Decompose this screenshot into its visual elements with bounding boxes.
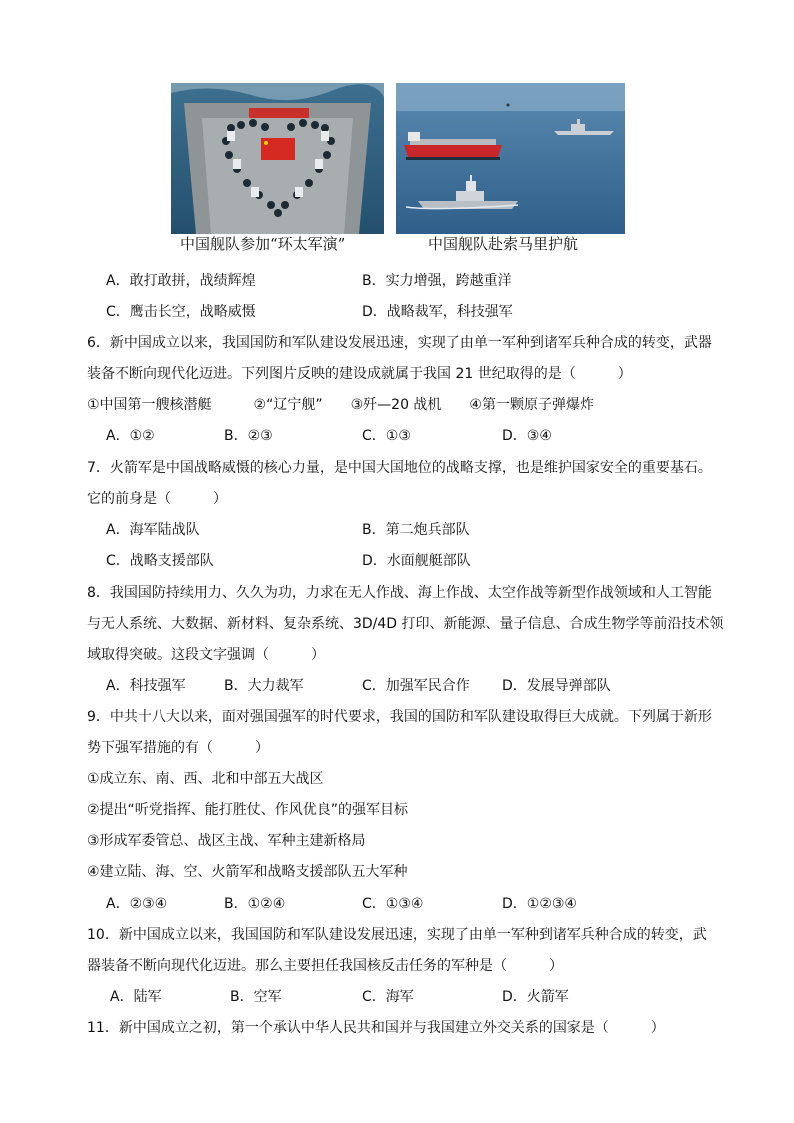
q8-stem-line3: 域取得突破。这段文字强调（ ） — [87, 647, 325, 663]
q5-option-b[interactable]: B．实力增强，跨越重洋 — [362, 273, 512, 289]
q10-option-d[interactable]: D．火箭军 — [502, 989, 569, 1005]
q11-stem-line1: 11．新中国成立之初，第一个承认中华人民共和国并与我国建立外交关系的国家是（ ） — [87, 1020, 665, 1036]
left-photo-caption: 中国舰队参加“环太军演” — [180, 235, 346, 253]
q9-statement-4: ④建立陆、海、空、火箭军和战略支援部队五大军种 — [87, 864, 408, 880]
q10-option-b[interactable]: B．空军 — [230, 989, 282, 1005]
q7-option-b[interactable]: B．第二炮兵部队 — [362, 522, 470, 538]
q9-option-c[interactable]: C．①③④ — [362, 896, 424, 912]
q9-stem-line1: 9．中共十八大以来，面对强国强军的时代要求，我国的国防和军队建设取得巨大成就。下列属于新形 — [87, 709, 712, 725]
q7-stem-line2: 它的前身是（ ） — [87, 491, 227, 507]
q6-stem-line1: 6．新中国成立以来，我国国防和军队建设发展迅速，实现了由单一军种到诸军兵种合成的转变，武器 — [87, 335, 712, 351]
q7-option-a[interactable]: A．海军陆战队 — [106, 522, 200, 538]
ships-at-sea-icon — [396, 83, 625, 234]
q8-stem-line2: 与无人系统、大数据、新材料、复杂系统、3D/4D 打印、新能源、量子信息、合成生物学等前沿技术领 — [87, 616, 724, 632]
q7-option-c[interactable]: C．战略支援部队 — [106, 553, 214, 569]
q8-option-b[interactable]: B．大力裁军 — [224, 678, 304, 694]
q6-option-d[interactable]: D．③④ — [502, 428, 552, 444]
q8-option-d[interactable]: D．发展导弹部队 — [502, 678, 611, 694]
q9-stem-line2: 势下强军措施的有（ ） — [87, 740, 269, 756]
q9-option-b[interactable]: B．①②④ — [224, 896, 286, 912]
ships-at-sea-photo — [396, 83, 625, 234]
q9-option-d[interactable]: D．①②③④ — [502, 896, 577, 912]
q10-stem-line1: 10．新中国成立以来，我国国防和军队建设发展迅速，实现了由单一军种到诸军兵种合成的转变，武 — [87, 927, 707, 943]
q6-option-c[interactable]: C．①③ — [362, 428, 411, 444]
ship-deck-formation-photo — [171, 83, 384, 234]
q9-statement-3: ③形成军委管总、战区主战、军种主建新格局 — [87, 833, 366, 849]
q9-statement-2: ②提出“听党指挥、能打胜仗、作风优良”的强军目标 — [87, 802, 409, 818]
q10-stem-line2: 器装备不断向现代化迈进。那么主要担任我国核反击任务的军种是（ ） — [87, 958, 563, 974]
q10-option-c[interactable]: C．海军 — [362, 989, 414, 1005]
q9-statement-1: ①成立东、南、西、北和中部五大战区 — [87, 771, 324, 787]
q8-option-c[interactable]: C．加强军民合作 — [362, 678, 470, 694]
right-photo-caption: 中国舰队赴索马里护航 — [428, 235, 579, 253]
q8-stem-line1: 8．我国国防持续用力、久久为功，力求在无人作战、海上作战、太空作战等新型作战领域和人工智能 — [87, 585, 712, 601]
q6-stem-line2: 装备不断向现代化迈进。下列图片反映的建设成就属于我国 21 世纪取得的是（ ） — [87, 366, 632, 382]
q10-option-a[interactable]: A．陆军 — [110, 989, 162, 1005]
q6-option-b[interactable]: B．②③ — [224, 428, 273, 444]
q6-option-a[interactable]: A．①② — [106, 428, 155, 444]
q7-option-d[interactable]: D．水面舰艇部队 — [362, 553, 471, 569]
q6-items: ①中国第一艘核潜艇 ②“辽宁舰” ③歼—20 战机 ④第一颗原子弹爆炸 — [87, 397, 594, 413]
q5-option-a[interactable]: A．敢打敢拼，战绩辉煌 — [106, 273, 256, 289]
ship-deck-formation-icon — [171, 83, 384, 234]
q5-option-c[interactable]: C．鹰击长空，战略威慑 — [106, 304, 256, 320]
q9-option-a[interactable]: A．②③④ — [106, 896, 168, 912]
q7-stem-line1: 7．火箭军是中国战略威慑的核心力量，是中国大国地位的战略支撑，也是维护国家安全的重要基石。 — [87, 460, 712, 476]
q8-option-a[interactable]: A．科技强军 — [106, 678, 186, 694]
q5-option-d[interactable]: D．战略裁军，科技强军 — [362, 304, 513, 320]
